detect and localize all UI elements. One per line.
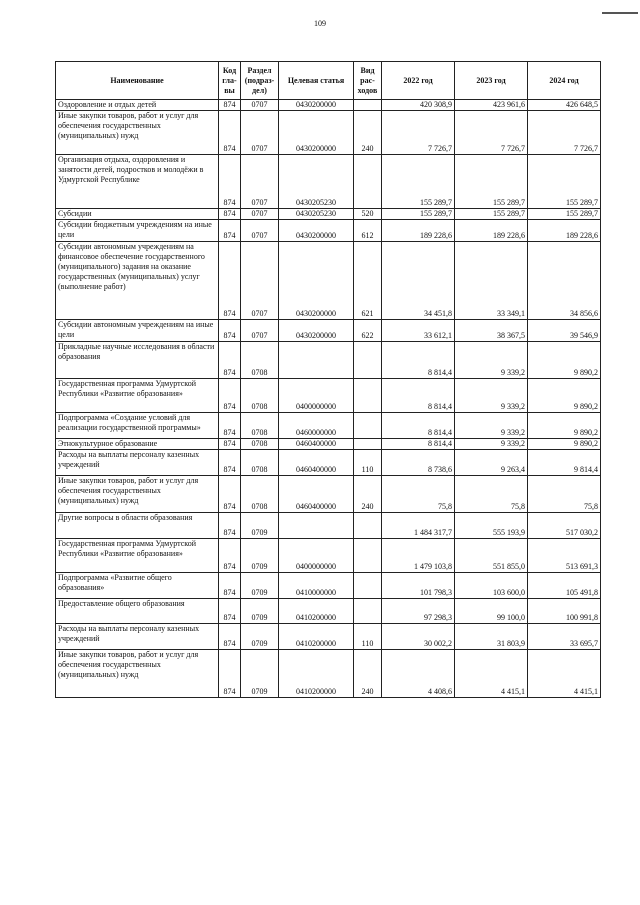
- row-2022: 4 408,6: [382, 650, 455, 698]
- row-kod: 874: [219, 342, 241, 379]
- row-razdel: 0709: [241, 599, 279, 624]
- row-2024: 33 695,7: [528, 624, 601, 650]
- row-2024: 34 856,6: [528, 242, 601, 320]
- row-kod: 874: [219, 624, 241, 650]
- row-vid: 622: [354, 320, 382, 342]
- row-vid: 621: [354, 242, 382, 320]
- row-2022: 8 814,4: [382, 413, 455, 439]
- row-statya: [279, 342, 354, 379]
- row-name: Субсидии автономным учреждениям на финансовое обеспечение государственного (муниципального) задания на оказание государственных (муниципальных) услуг (выполнение работ): [56, 242, 219, 320]
- table-row: [56, 320, 601, 342]
- row-2023: 423 961,6: [455, 100, 528, 111]
- row-name: Подпрограмма «Создание условий для реализации государственной программы»: [56, 413, 219, 439]
- row-razdel: 0708: [241, 379, 279, 413]
- row-2022: 101 798,3: [382, 573, 455, 599]
- row-kod: 874: [219, 242, 241, 320]
- row-name: Предоставление общего образования: [56, 599, 219, 624]
- row-razdel: 0709: [241, 624, 279, 650]
- row-name: Этнокультурное образование: [56, 439, 219, 450]
- table-header-row: [56, 62, 601, 100]
- row-kod: 874: [219, 209, 241, 220]
- row-2023: 9 339,2: [455, 342, 528, 379]
- row-razdel: 0707: [241, 320, 279, 342]
- page-number: 109: [314, 19, 326, 28]
- row-2022: 155 289,7: [382, 209, 455, 220]
- row-2024: 9 890,2: [528, 439, 601, 450]
- row-razdel: 0708: [241, 342, 279, 379]
- row-name: Субсидии бюджетным учреждениям на иные цели: [56, 220, 219, 242]
- row-name: Подпрограмма «Развитие общего образования»: [56, 573, 219, 599]
- row-2023: 155 289,7: [455, 209, 528, 220]
- row-kod: 874: [219, 450, 241, 476]
- row-vid: [354, 513, 382, 539]
- table-row: [56, 439, 601, 450]
- row-2022: 155 289,7: [382, 155, 455, 209]
- row-kod: 874: [219, 320, 241, 342]
- row-2022: 420 308,9: [382, 100, 455, 111]
- row-2023: 555 193,9: [455, 513, 528, 539]
- row-vid: 240: [354, 476, 382, 513]
- row-name: Государственная программа Удмуртской Республики «Развитие образования»: [56, 539, 219, 573]
- row-razdel: 0707: [241, 155, 279, 209]
- row-vid: 612: [354, 220, 382, 242]
- row-2023: 9 263,4: [455, 450, 528, 476]
- row-2023: 31 803,9: [455, 624, 528, 650]
- row-2024: 155 289,7: [528, 155, 601, 209]
- row-2023: 9 339,2: [455, 379, 528, 413]
- row-vid: [354, 155, 382, 209]
- row-name: Иные закупки товаров, работ и услуг для обеспечения государственных (муниципальных) нужд: [56, 476, 219, 513]
- row-2023: 4 415,1: [455, 650, 528, 698]
- header-statya: Целевая статья: [279, 62, 354, 100]
- row-2024: 39 546,9: [528, 320, 601, 342]
- header-2022: 2022 год: [382, 62, 455, 100]
- row-kod: 874: [219, 100, 241, 111]
- row-2024: 9 890,2: [528, 342, 601, 379]
- row-name: Оздоровление и отдых детей: [56, 100, 219, 111]
- row-2024: 4 415,1: [528, 650, 601, 698]
- table-row: [56, 155, 601, 209]
- row-2023: 7 726,7: [455, 111, 528, 155]
- budget-table: [55, 61, 601, 698]
- row-2023: 38 367,5: [455, 320, 528, 342]
- corner-mark: [602, 12, 638, 14]
- table-row: [56, 242, 601, 320]
- row-kod: 874: [219, 476, 241, 513]
- row-2024: 155 289,7: [528, 209, 601, 220]
- row-vid: 520: [354, 209, 382, 220]
- row-statya: 0430200000: [279, 100, 354, 111]
- row-vid: [354, 379, 382, 413]
- row-2023: 9 339,2: [455, 439, 528, 450]
- table-row: [56, 573, 601, 599]
- row-2024: 9 890,2: [528, 413, 601, 439]
- row-kod: 874: [219, 379, 241, 413]
- row-statya: 0410000000: [279, 573, 354, 599]
- row-2024: 426 648,5: [528, 100, 601, 111]
- table-row: [56, 379, 601, 413]
- row-razdel: 0707: [241, 209, 279, 220]
- row-name: Прикладные научные исследования в области образования: [56, 342, 219, 379]
- table-row: [56, 476, 601, 513]
- row-2024: 105 491,8: [528, 573, 601, 599]
- row-kod: 874: [219, 599, 241, 624]
- row-razdel: 0709: [241, 573, 279, 599]
- row-name: Субсидии: [56, 209, 219, 220]
- row-2024: 189 228,6: [528, 220, 601, 242]
- row-name: Иные закупки товаров, работ и услуг для обеспечения государственных (муниципальных) нужд: [56, 111, 219, 155]
- row-2022: 30 002,2: [382, 624, 455, 650]
- row-statya: [279, 513, 354, 539]
- row-2022: 8 814,4: [382, 342, 455, 379]
- row-2023: 99 100,0: [455, 599, 528, 624]
- row-razdel: 0707: [241, 111, 279, 155]
- row-statya: 0460400000: [279, 476, 354, 513]
- row-vid: [354, 100, 382, 111]
- row-2023: 189 228,6: [455, 220, 528, 242]
- header-2024: 2024 год: [528, 62, 601, 100]
- table-row: [56, 209, 601, 220]
- row-name: Субсидии автономным учреждениям на иные цели: [56, 320, 219, 342]
- row-name: Государственная программа Удмуртской Республики «Развитие образования»: [56, 379, 219, 413]
- row-2023: 33 349,1: [455, 242, 528, 320]
- row-2024: 513 691,3: [528, 539, 601, 573]
- row-vid: [354, 413, 382, 439]
- row-statya: 0400000000: [279, 379, 354, 413]
- table-row: [56, 539, 601, 573]
- table-row: [56, 650, 601, 698]
- header-vid: Вид рас-ходов: [354, 62, 382, 100]
- row-name: Расходы на выплаты персоналу казенных учреждений: [56, 624, 219, 650]
- row-2022: 8 814,4: [382, 379, 455, 413]
- row-vid: 110: [354, 624, 382, 650]
- row-2023: 9 339,2: [455, 413, 528, 439]
- row-2024: 100 991,8: [528, 599, 601, 624]
- row-statya: 0410200000: [279, 624, 354, 650]
- row-statya: 0430200000: [279, 220, 354, 242]
- table-row: [56, 450, 601, 476]
- row-razdel: 0709: [241, 650, 279, 698]
- row-2024: 75,8: [528, 476, 601, 513]
- row-vid: 110: [354, 450, 382, 476]
- row-2024: 517 030,2: [528, 513, 601, 539]
- row-vid: [354, 342, 382, 379]
- row-name: Расходы на выплаты персоналу казенных учреждений: [56, 450, 219, 476]
- row-2023: 551 855,0: [455, 539, 528, 573]
- row-vid: [354, 573, 382, 599]
- row-2023: 75,8: [455, 476, 528, 513]
- row-statya: 0430205230: [279, 155, 354, 209]
- row-2022: 75,8: [382, 476, 455, 513]
- row-vid: [354, 439, 382, 450]
- row-statya: 0430200000: [279, 320, 354, 342]
- row-name: Иные закупки товаров, работ и услуг для обеспечения государственных (муниципальных) нужд: [56, 650, 219, 698]
- row-2023: 155 289,7: [455, 155, 528, 209]
- row-kod: 874: [219, 539, 241, 573]
- row-razdel: 0709: [241, 539, 279, 573]
- row-kod: 874: [219, 155, 241, 209]
- row-2022: 1 484 317,7: [382, 513, 455, 539]
- table-row: [56, 513, 601, 539]
- row-kod: 874: [219, 439, 241, 450]
- row-kod: 874: [219, 573, 241, 599]
- row-name: Организация отдыха, оздоровления и занятости детей, подростков и молодёжи в Удмуртской Республике: [56, 155, 219, 209]
- header-2023: 2023 год: [455, 62, 528, 100]
- row-2024: 7 726,7: [528, 111, 601, 155]
- row-2024: 9 814,4: [528, 450, 601, 476]
- row-statya: 0410200000: [279, 650, 354, 698]
- row-razdel: 0708: [241, 439, 279, 450]
- row-kod: 874: [219, 513, 241, 539]
- row-kod: 874: [219, 413, 241, 439]
- table-row: [56, 220, 601, 242]
- row-statya: 0400000000: [279, 539, 354, 573]
- row-razdel: 0709: [241, 513, 279, 539]
- row-statya: 0430205230: [279, 209, 354, 220]
- header-kod: Код гла-вы: [219, 62, 241, 100]
- row-statya: 0460000000: [279, 413, 354, 439]
- table-row: [56, 599, 601, 624]
- row-statya: 0430200000: [279, 111, 354, 155]
- row-kod: 874: [219, 111, 241, 155]
- row-statya: 0430200000: [279, 242, 354, 320]
- table-row: [56, 413, 601, 439]
- row-2022: 97 298,3: [382, 599, 455, 624]
- row-2024: 9 890,2: [528, 379, 601, 413]
- row-2022: 34 451,8: [382, 242, 455, 320]
- row-2022: 7 726,7: [382, 111, 455, 155]
- row-razdel: 0707: [241, 242, 279, 320]
- row-2022: 8 814,4: [382, 439, 455, 450]
- row-vid: [354, 539, 382, 573]
- row-kod: 874: [219, 220, 241, 242]
- table-row: [56, 624, 601, 650]
- row-name: Другие вопросы в области образования: [56, 513, 219, 539]
- row-razdel: 0707: [241, 220, 279, 242]
- row-vid: 240: [354, 111, 382, 155]
- row-statya: 0410200000: [279, 599, 354, 624]
- row-vid: 240: [354, 650, 382, 698]
- row-razdel: 0708: [241, 476, 279, 513]
- row-2022: 33 612,1: [382, 320, 455, 342]
- table-row: [56, 111, 601, 155]
- row-razdel: 0708: [241, 450, 279, 476]
- row-2022: 8 738,6: [382, 450, 455, 476]
- row-razdel: 0707: [241, 100, 279, 111]
- row-2022: 189 228,6: [382, 220, 455, 242]
- row-vid: [354, 599, 382, 624]
- row-kod: 874: [219, 650, 241, 698]
- table-row: [56, 100, 601, 111]
- row-statya: 0460400000: [279, 439, 354, 450]
- table-row: [56, 342, 601, 379]
- row-razdel: 0708: [241, 413, 279, 439]
- header-razdel: Раздел (подраз-дел): [241, 62, 279, 100]
- header-name: Наименование: [56, 62, 219, 100]
- row-statya: 0460400000: [279, 450, 354, 476]
- table-body: [56, 100, 601, 698]
- row-2023: 103 600,0: [455, 573, 528, 599]
- row-2022: 1 479 103,8: [382, 539, 455, 573]
